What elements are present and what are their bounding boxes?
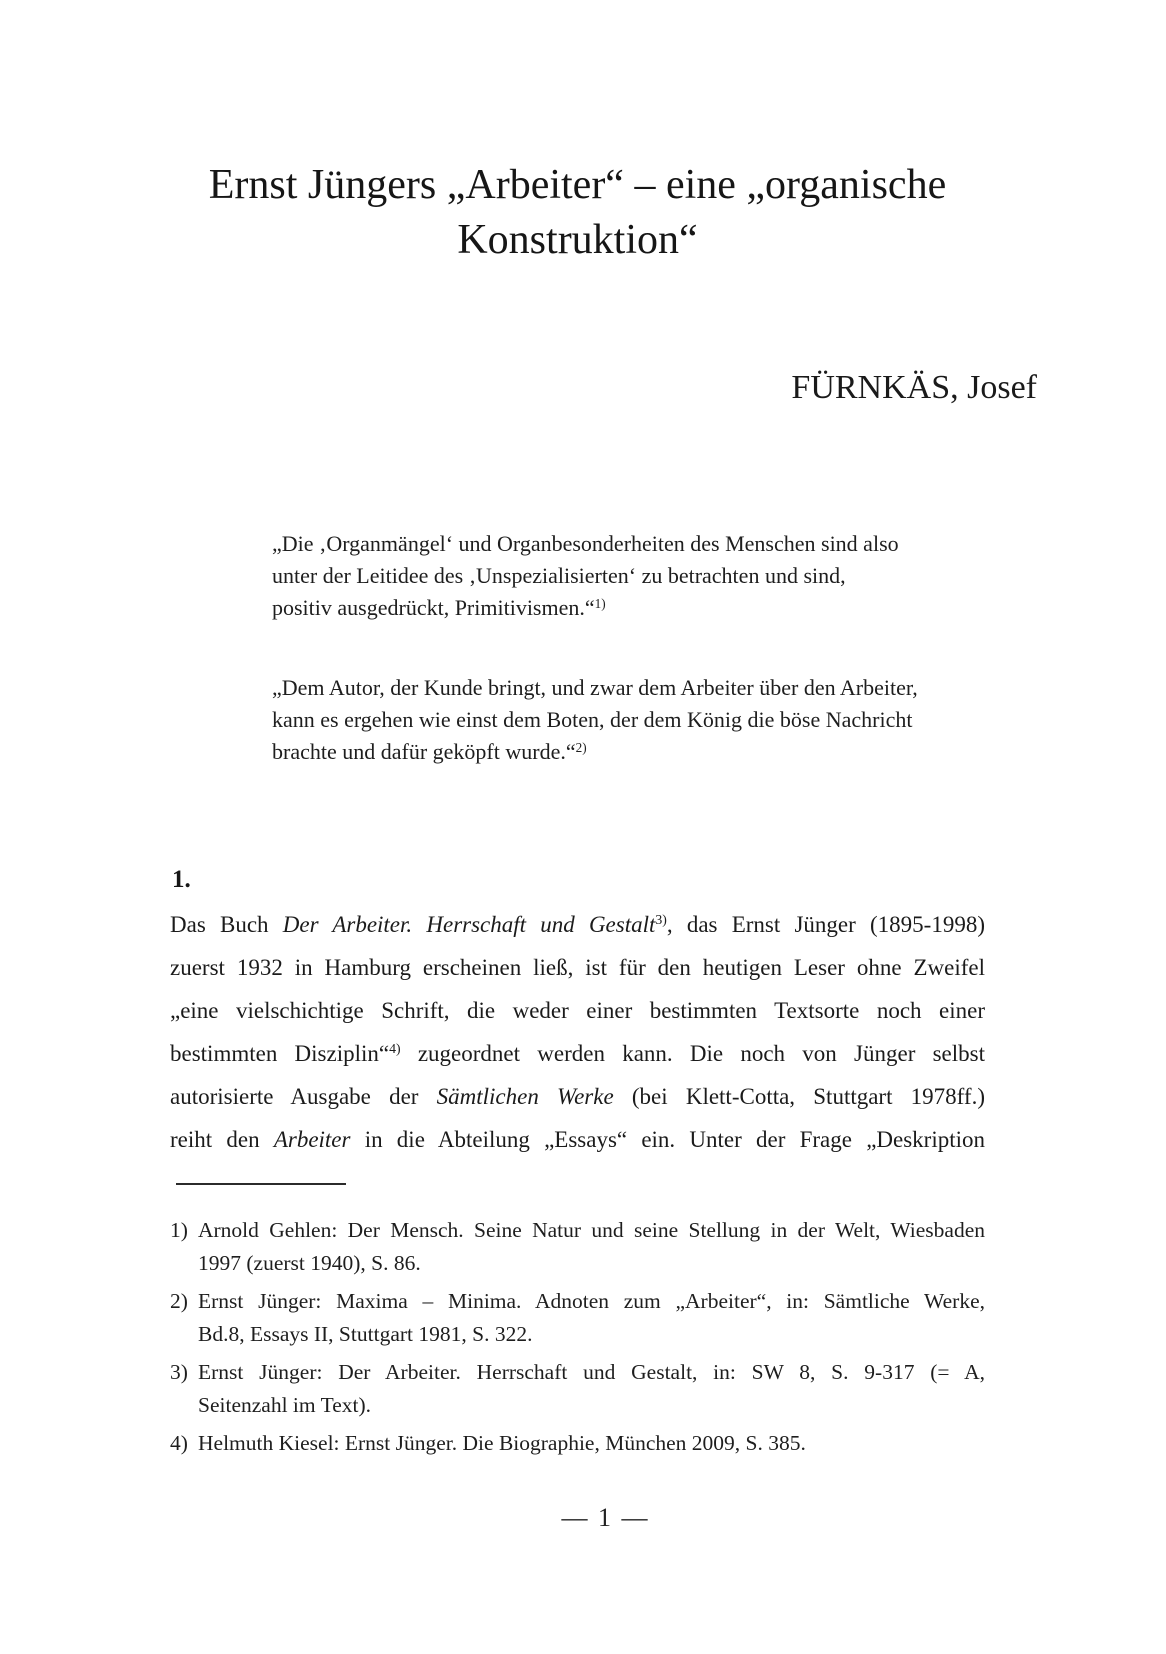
footnote-line: Seitenzahl im Text). [198,1393,372,1417]
document-title [170,158,985,268]
quote-line: brachte und dafür geköpft wurde.“2) [272,739,587,764]
footnote-line: Helmuth Kiesel: Ernst Jünger. Die Biographie, München 2009, S. 385. [198,1431,806,1455]
quote-line: unter der Leitidee des ‚Unspezialisierten‘ zu betrachten und sind, [272,563,846,588]
footnote-separator-rule [176,1183,346,1185]
body-paragraph [170,903,985,1161]
footnotes-section [170,1214,985,1465]
quote-line-text: brachte und dafür geköpft wurde.“ [272,739,576,764]
body-line [170,989,985,1032]
epigraph-quote-1 [272,528,996,624]
page-number: — 1 — [561,1503,650,1532]
body-text: autorisierte Ausgabe der [170,1084,437,1109]
quote-line: kann es ergehen wie einst dem Boten, der dem König die böse Nachricht [272,707,913,732]
footnote-item-3 [170,1356,985,1422]
footnote-line: Arnold Gehlen: Der Mensch. Seine Natur und seine Stellung in der Welt, Wiesbaden [198,1218,985,1242]
section-heading: 1. [172,866,191,893]
footnote-item-2 [170,1285,985,1351]
footnote-marker: 3) [170,1360,188,1384]
body-text: zuerst 1932 in Hamburg erscheinen ließ, ist für den heutigen Leser ohne Zweifel [170,955,985,980]
footnote-text [198,1427,985,1460]
footnote-marker: 2) [170,1289,188,1313]
body-text: Das Buch [170,912,283,937]
body-text: in die Abteilung „Essays“ ein. Unter der Frage „Deskription [350,1127,985,1152]
quote-line: „Dem Autor, der Kunde bringt, und zwar dem Arbeiter über den Arbeiter, [272,675,918,700]
footnote-line: Ernst Jünger: Der Arbeiter. Herrschaft und Gestalt, in: SW 8, S. 9-317 (= A, [198,1360,985,1384]
footnote-marker: 1) [170,1218,188,1242]
footnote-text [198,1356,985,1422]
body-text: , das Ernst Jünger (1895-1998) [666,912,985,937]
quote-line-text: positiv ausgedrückt, Primitivismen.“ [272,595,595,620]
body-text: zugeordnet werden kann. Die noch von Jünger selbst [400,1041,985,1066]
body-text: reiht den [170,1127,274,1152]
footnote-line: Bd.8, Essays II, Stuttgart 1981, S. 322. [198,1322,533,1346]
title-line-2: Konstruktion“ [457,217,698,263]
body-line [170,946,985,989]
epigraph-quote-2 [272,672,996,768]
body-line: Das Buch Der Arbeiter. Herrschaft und Gestalt3), das Ernst Jünger (1895-1998) [170,912,985,937]
body-text: bestimmten Disziplin“ [170,1041,390,1066]
quote-line: positiv ausgedrückt, Primitivismen.“1) [272,595,606,620]
footnote-line: 1997 (zuerst 1940), S. 86. [198,1251,421,1275]
footnote-line: Ernst Jünger: Maxima – Minima. Adnoten zum „Arbeiter“, in: Sämtliche Werke, [198,1289,985,1313]
body-text: „eine vielschichtige Schrift, die weder einer bestimmten Textsorte noch einer [170,998,985,1023]
body-line [170,1075,985,1118]
book-title-italic: Arbeiter [273,1127,351,1152]
footnote-item-4 [170,1427,985,1460]
body-text: (bei Klett-Cotta, Stuttgart 1978ff.) [613,1084,985,1109]
footnote-text [198,1214,985,1280]
footnote-text [198,1285,985,1351]
book-title-italic: Sämtlichen Werke [436,1084,614,1109]
title-line-1: Ernst Jüngers „Arbeiter“ – eine „organische [208,162,947,208]
book-title-italic: Der Arbeiter. Herrschaft und Gestalt [282,912,656,937]
body-line: bestimmten Disziplin“4) zugeordnet werden kann. Die noch von Jünger selbst [170,1041,985,1066]
footnote-marker: 4) [170,1431,188,1455]
body-line [170,1118,985,1161]
author-name: FÜRNKÄS, Josef [791,369,1037,406]
quote-line: „Die ‚Organmängel‘ und Organbesonderheiten des Menschen sind also [272,531,899,556]
footnote-item-1 [170,1214,985,1280]
